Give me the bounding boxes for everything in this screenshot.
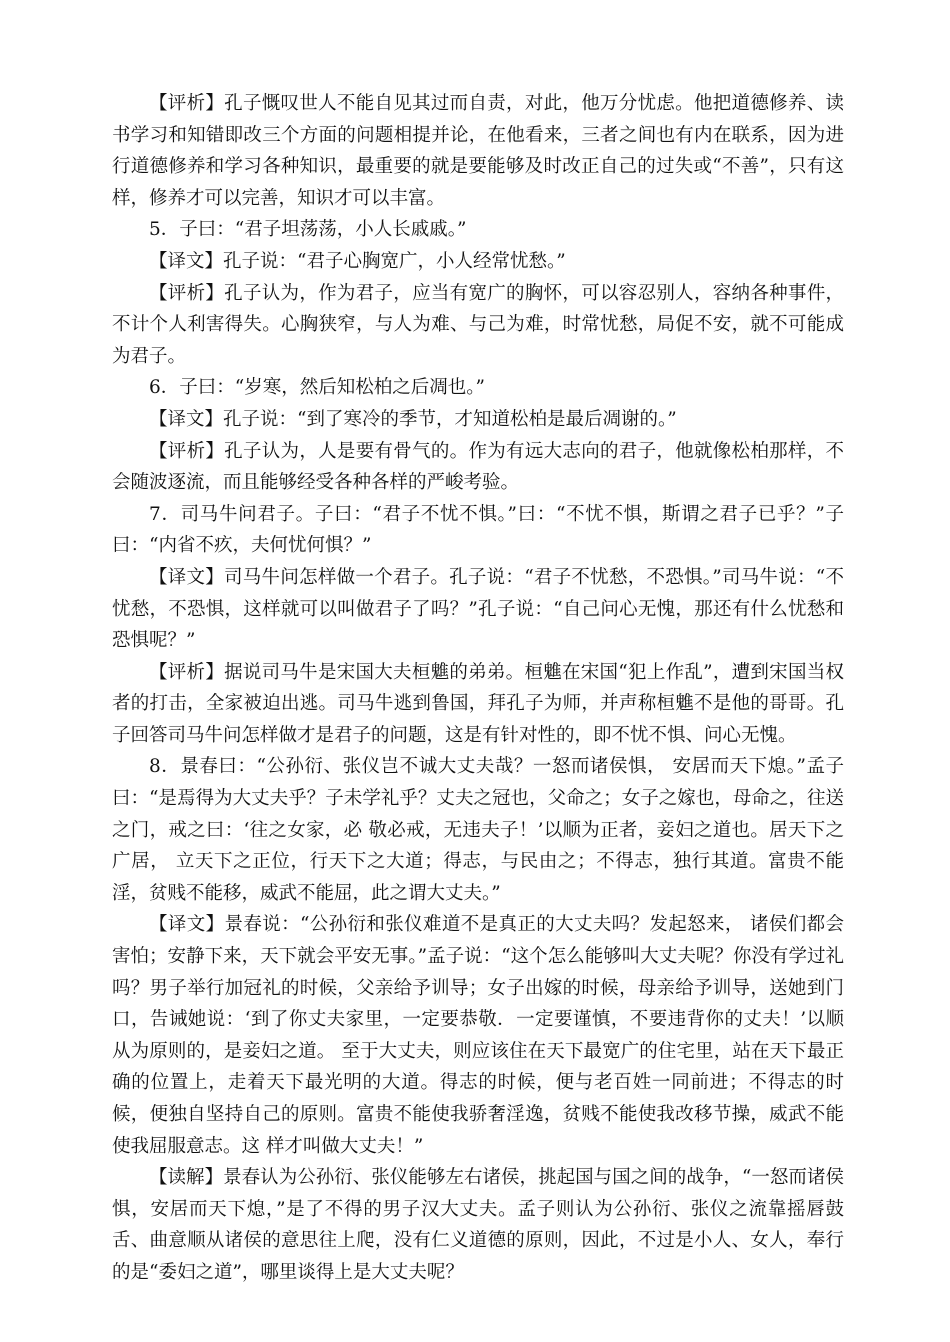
paragraph-translation-5: 【译文】孔子说：“君子心胸宽广，小人经常忧愁。” [149,250,566,272]
paragraph-translation-6: 【译文】孔子说：“到了寒冷的季节，才知道松柏是最后凋谢的。” [149,408,677,430]
paragraph-quote-7: 7．司马牛问君子。子曰：“君子不忧不惧。”曰：“不忧不惧，斯谓之君子已乎？”子曰：“内省不疚，夫何忧何惧？” [112,503,844,557]
paragraph-quote-6: 6．子曰：“岁寒，然后知松柏之后凋也。” [149,377,485,399]
paragraph-quote-5: 5．子曰：“君子坦荡荡，小人长戚戚。” [149,219,467,241]
paragraph-translation-8: 【译文】景春说：“公孙衍和张仪难道不是真正的大丈夫吗？发起怒来， 诸侯们都会害怕；安静下来，天下就会平安无事。”孟子说：“这个怎么能够叫大丈夫呢？你没有学过礼吗？男子举行加冠礼的时候，父亲给予训导；女子出嫁的时候，母亲给予训导，送她到门口，告诫她说：‘到了你丈夫家里，一定要恭敬．一定要谨慎，不要违背你的丈夫！’以顺从为原则的，是妾妇之道。 至于大丈夫，则应该住在天下最宽广的住宅里，站在天下最正确的位置上，走着天下最光明的大道。得志的时候，便与老百姓一同前进；不得志的时候，便独自坚持自己的原则。富贵不能使我骄奢淫逸，贫贱不能使我改移节操，威武不能使我屈服意志。这 样才叫做大丈夫！” [112,914,844,1157]
paragraph-commentary-5: 【评析】孔子认为，作为君子，应当有宽广的胸怀，可以容忍别人，容纳各种事件，不计个人利害得失。心胸狭窄，与人为难、与己为难，时常忧愁，局促不安，就不可能成为君子。 [112,282,844,367]
document-page [112,88,844,1289]
paragraph-commentary-7: 【评析】据说司马牛是宋国大夫桓魋的弟弟。桓魋在宋国“犯上作乱”，遭到宋国当权者的打击，全家被迫出逃。司马牛逃到鲁国，拜孔子为师，并声称桓魋不是他的哥哥。孔子回答司马牛问怎样做才是君子的问题，这是有针对性的，即不忧不惧、问心无愧。 [112,661,844,746]
paragraph-quote-8: 8．景春曰：“公孙衍、张仪岂不诚大丈夫哉？一怒而诸侯惧， 安居而天下熄。”孟子曰：“是焉得为大丈夫乎？子未学礼乎？丈夫之冠也，父命之；女子之嫁也，母命之，往送之门，戒之曰：‘往之女家，必 敬必戒，无违夫子！’以顺为正者，妾妇之道也。居天下之广居， 立天下之正位，行天下之大道；得志，与民由之；不得志，独行其道。富贵不能淫，贫贱不能移，威武不能屈，此之谓大丈夫。” [112,756,844,904]
paragraph-commentary-6: 【评析】孔子认为，人是要有骨气的。作为有远大志向的君子，他就像松柏那样，不会随波逐流，而且能够经受各种各样的严峻考验。 [112,440,844,494]
paragraph-reading-8: 【读解】景春认为公孙衍、张仪能够左右诸侯，挑起国与国之间的战争，“一怒而诸侯惧，安居而天下熄，”是了不得的男子汉大丈夫。孟子则认为公孙衍、张仪之流靠摇唇鼓舌、曲意顺从诸侯的意思往上爬，没有仁义道德的原则，因此，不过是小人、女人，奉行的是“委妇之道”，哪里谈得上是大丈夫呢？ [112,1167,844,1283]
paragraph-commentary-1: 【评析】孔子慨叹世人不能自见其过而自责，对此，他万分忧虑。他把道德修养、读书学习和知错即改三个方面的问题相提并论，在他看来，三者之间也有内在联系，因为进行道德修养和学习各种知识，最重要的就是要能够及时改正自己的过失或“不善”，只有这样，修养才可以完善，知识才可以丰富。 [112,93,844,209]
paragraph-translation-7: 【译文】司马牛问怎样做一个君子。孔子说：“君子不忧愁，不恐惧。”司马牛说：“不忧愁，不恐惧，这样就可以叫做君子了吗？”孔子说：“自己问心无愧，那还有什么忧愁和恐惧呢？” [112,566,844,652]
